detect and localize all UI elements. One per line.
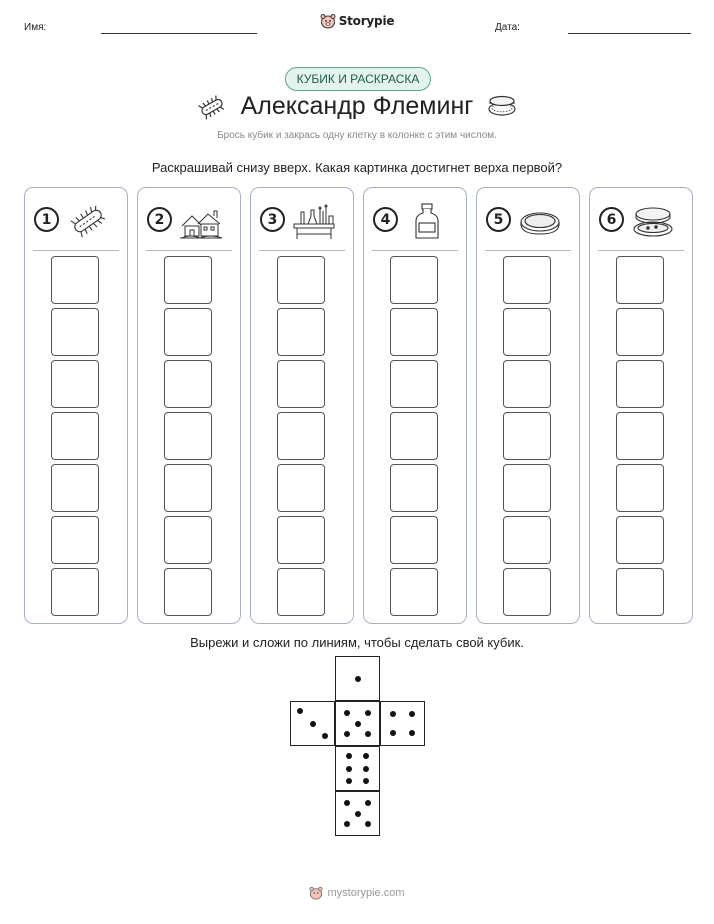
column-number: 5 [486,207,511,232]
color-cell[interactable] [164,516,212,564]
color-cells [390,256,438,620]
dice-pip [355,811,361,817]
column-header [477,202,579,242]
brand-logo [0,13,714,29]
column-divider [33,250,119,251]
color-cell[interactable] [390,464,438,512]
color-cell[interactable] [503,308,551,356]
dice-pip [365,710,371,716]
name-line[interactable] [101,33,257,34]
dice-pip [365,800,371,806]
dice-column-5 [476,187,580,624]
color-cell[interactable] [277,360,325,408]
color-cell[interactable] [616,568,664,616]
dice-column-2 [137,187,241,624]
color-cell[interactable] [503,568,551,616]
dice-face-1 [335,656,380,701]
dice-face-5 [335,791,380,836]
color-cell[interactable] [503,256,551,304]
cut-instruction: Вырежи и сложи по линиям, чтобы сделать свой кубик. [190,635,524,650]
footer [0,886,714,900]
column-header [25,202,127,242]
column-divider [259,250,345,251]
dice-pip [355,676,361,682]
color-cell[interactable] [164,256,212,304]
page-title: Александр Флеминг [240,92,474,120]
color-cell[interactable] [51,256,99,304]
color-cell[interactable] [616,256,664,304]
column-number: 3 [260,207,285,232]
dice-pip [344,821,350,827]
column-divider [146,250,232,251]
dice-column-1 [24,187,128,624]
date-label: Дата: [495,22,520,33]
column-header [364,202,466,242]
dice-pip [365,731,371,737]
color-cell[interactable] [503,360,551,408]
dice-pip [363,778,369,784]
color-cell[interactable] [51,568,99,616]
lab-table-icon [291,202,337,240]
dice-face-3 [290,701,335,746]
column-divider [485,250,571,251]
dice-pip [390,711,396,717]
color-cell[interactable] [51,412,99,460]
color-cell[interactable] [503,464,551,512]
brand-name: Storypie [338,14,395,28]
color-cell[interactable] [390,360,438,408]
dice-pip [344,800,350,806]
color-cell[interactable] [616,464,664,512]
dice-column-3 [250,187,354,624]
color-cell[interactable] [277,516,325,564]
color-cell[interactable] [277,412,325,460]
dice-pip [297,708,303,714]
color-cells [51,256,99,620]
color-cell[interactable] [51,516,99,564]
color-cell[interactable] [616,412,664,460]
open-petri-dish-icon [630,202,676,240]
color-cell[interactable] [51,360,99,408]
petri-dish-icon [487,94,517,120]
color-cell[interactable] [277,464,325,512]
color-cell[interactable] [277,308,325,356]
color-cells [277,256,325,620]
subtitle: Брось кубик и закрась одну клетку в колонке с этим числом. [217,130,497,141]
column-header [138,202,240,242]
color-cell[interactable] [164,568,212,616]
dice-pip [346,753,352,759]
dice-column-4 [363,187,467,624]
activity-tag: КУБИК И РАСКРАСКА [285,67,431,91]
dice-pip [344,731,350,737]
color-cell[interactable] [164,464,212,512]
color-cell[interactable] [616,516,664,564]
dice-pip [363,766,369,772]
color-cell[interactable] [390,412,438,460]
instruction: Раскрашивай снизу вверх. Какая картинка достигнет верха первой? [151,160,563,175]
footer-url: mystorypie.com [327,887,405,899]
bacterium-icon [197,94,227,120]
dice-pip [390,730,396,736]
color-cell[interactable] [164,412,212,460]
dice-pip [344,710,350,716]
color-cell[interactable] [277,568,325,616]
dice-pip [310,721,316,727]
dice-column-6 [589,187,693,624]
color-cell[interactable] [277,256,325,304]
column-number: 4 [373,207,398,232]
color-cells [616,256,664,620]
petri-dish-icon [517,202,563,240]
mascot-icon [320,13,336,29]
dice-pip [322,733,328,739]
column-number: 1 [34,207,59,232]
color-cell[interactable] [390,568,438,616]
dice-face-4 [380,701,425,746]
column-divider [598,250,684,251]
dice-pip [346,766,352,772]
color-cell[interactable] [164,308,212,356]
color-cell[interactable] [164,360,212,408]
color-cell[interactable] [390,516,438,564]
dice-pip [409,711,415,717]
color-cells [503,256,551,620]
bacterium-icon [65,202,111,240]
color-cell[interactable] [390,256,438,304]
color-cell[interactable] [390,308,438,356]
column-divider [372,250,458,251]
name-label: Имя: [24,22,47,33]
column-header [590,202,692,242]
column-number: 6 [599,207,624,232]
color-cell[interactable] [51,308,99,356]
dice-pip [355,721,361,727]
dice-pip [365,821,371,827]
color-cell[interactable] [503,516,551,564]
dice-face-5 [335,701,380,746]
column-header [251,202,353,242]
mascot-icon [309,886,323,900]
dice-face-6 [335,746,380,791]
medicine-bottle-icon [404,202,450,240]
color-cell[interactable] [616,360,664,408]
color-cell[interactable] [51,464,99,512]
color-cells [164,256,212,620]
dice-pip [409,730,415,736]
dice-pip [363,753,369,759]
dice-pip [346,778,352,784]
farmhouse-icon [178,202,224,240]
date-line[interactable] [568,33,691,34]
column-number: 2 [147,207,172,232]
color-cell[interactable] [503,412,551,460]
color-cell[interactable] [616,308,664,356]
